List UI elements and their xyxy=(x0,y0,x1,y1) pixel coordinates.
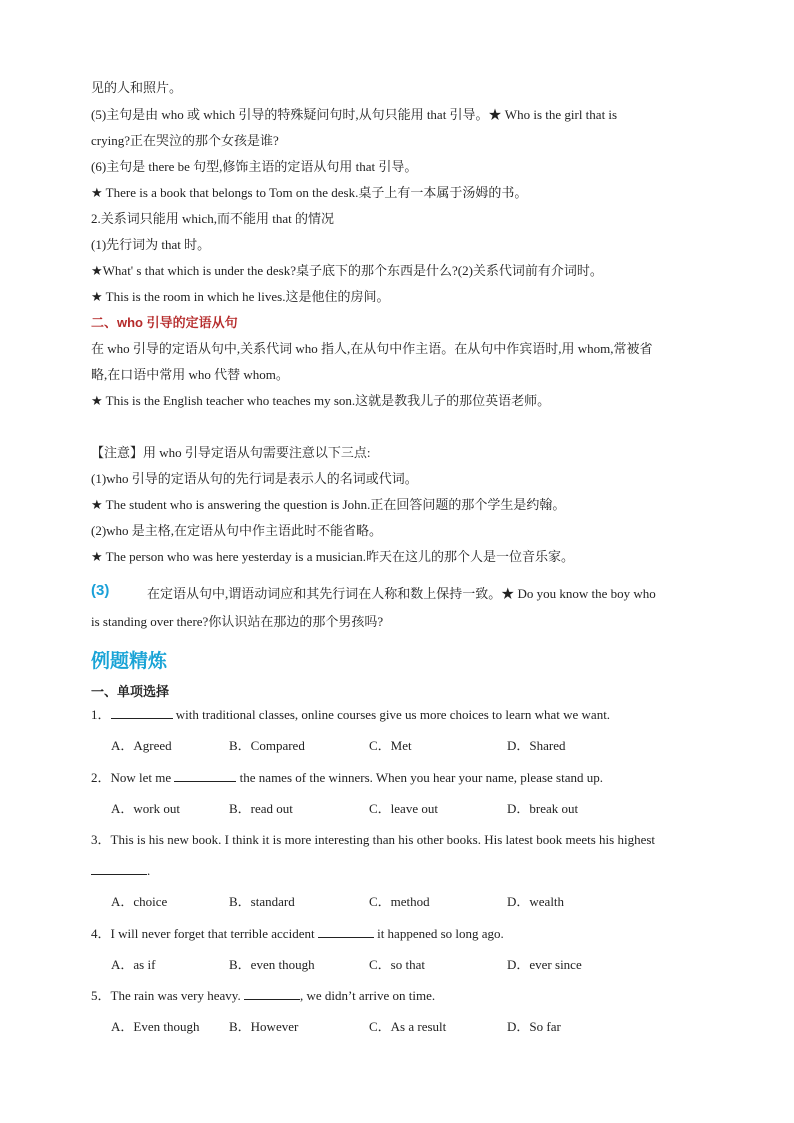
question-5: 5．The rain was very heavy. , we didn’t arrive on time. xyxy=(91,988,436,1003)
option-b[interactable]: B．read out xyxy=(229,801,293,816)
question-2: 2．Now let me the names of the winners. When you hear your name, please stand up. xyxy=(91,770,603,785)
question-5-options xyxy=(111,1017,631,1037)
option-b[interactable]: B．Compared xyxy=(229,738,305,753)
text-line-6: 2.关系词只能用 which,而不能用 that 的情况 xyxy=(91,211,335,226)
note-3-number: (3) xyxy=(91,582,110,599)
text-line-1: 见的人和照片。 xyxy=(91,80,183,95)
option-b[interactable]: B．standard xyxy=(229,894,295,909)
section-heading-who: 二、who 引导的定语从句 xyxy=(91,315,238,330)
note-1: (1)who 引导的定语从句的先行词是表示人的名词或代词。 xyxy=(91,471,418,486)
text-line-2: (5)主句是由 who 或 which 引导的特殊疑问句时,从句只能用 that 引导。★ Who is the girl that is xyxy=(91,107,618,122)
option-d[interactable]: D．break out xyxy=(507,801,579,816)
question-2-options xyxy=(111,799,631,819)
text-line-7: (1)先行词为 that 时。 xyxy=(91,237,211,252)
text-line-3: crying?正在哭泣的那个女孩是谁? xyxy=(91,133,279,148)
answer-blank xyxy=(244,986,300,1000)
text-line-8: ★What' s that which is under the desk?桌子底下的那个东西是什么?(2)关系代词前有介词时。 xyxy=(91,263,603,278)
question-3-options xyxy=(111,892,631,912)
who-para-line-2: 略,在口语中常用 who 代替 whom。 xyxy=(91,367,289,382)
question-number: 3． xyxy=(91,832,111,847)
exercise-subtitle: 一、单项选择 xyxy=(91,684,170,699)
exercise-title: 例题精炼 xyxy=(91,651,168,672)
option-a[interactable]: A．choice xyxy=(111,894,168,909)
note-2: (2)who 是主格,在定语从句中作主语此时不能省略。 xyxy=(91,523,383,538)
note-3-line-1: 在定语从句中,谓语动词应和其先行词在人称和数上保持一致。★ Do you know the boy who xyxy=(147,586,656,601)
question-number: 5． xyxy=(91,988,111,1003)
answer-blank xyxy=(91,861,147,875)
option-a[interactable]: A．work out xyxy=(111,801,180,816)
option-c[interactable]: C．leave out xyxy=(369,801,438,816)
option-c[interactable]: C．Met xyxy=(369,738,412,753)
note-3-line-2: is standing over there?你认识站在那边的那个男孩吗? xyxy=(91,614,384,629)
option-d[interactable]: D．ever since xyxy=(507,957,582,972)
note-2-example: ★ The person who was here yesterday is a musician.昨天在这儿的那个人是一位音乐家。 xyxy=(91,549,574,564)
option-a[interactable]: A．Even though xyxy=(111,1019,200,1034)
text-line-4: (6)主句是 there be 句型,修饰主语的定语从句用 that 引导。 xyxy=(91,159,418,174)
question-number: 1． xyxy=(91,707,111,722)
option-b[interactable]: B．However xyxy=(229,1019,299,1034)
question-3: 3．This is his new book. I think it is more interesting than his other books. His latest book meets his highest xyxy=(91,832,656,847)
who-example: ★ This is the English teacher who teaches my son.这就是教我儿子的那位英语老师。 xyxy=(91,393,551,408)
option-c[interactable]: C．As a result xyxy=(369,1019,447,1034)
question-number: 2． xyxy=(91,770,111,785)
note-1-example: ★ The student who is answering the question is John.正在回答问题的那个学生是约翰。 xyxy=(91,497,566,512)
question-number: 4． xyxy=(91,926,111,941)
question-1-options xyxy=(111,736,631,756)
option-a[interactable]: A．Agreed xyxy=(111,738,172,753)
note-heading: 【注意】用 who 引导定语从句需要注意以下三点: xyxy=(91,445,371,460)
answer-blank xyxy=(111,705,173,719)
who-para-line-1: 在 who 引导的定语从句中,关系代词 who 指人,在从句中作主语。在从句中作宾语时,用 whom,常被省 xyxy=(91,341,653,356)
option-d[interactable]: D．wealth xyxy=(507,894,565,909)
question-4-options xyxy=(111,955,631,975)
option-c[interactable]: C．method xyxy=(369,894,430,909)
answer-blank xyxy=(174,768,236,782)
text-line-9: ★ This is the room in which he lives.这是他住的房间。 xyxy=(91,289,390,304)
question-4: 4．I will never forget that terrible accident it happened so long ago. xyxy=(91,926,504,941)
answer-blank xyxy=(318,924,374,938)
option-d[interactable]: D．Shared xyxy=(507,738,566,753)
option-a[interactable]: A．as if xyxy=(111,957,156,972)
option-b[interactable]: B．even though xyxy=(229,957,315,972)
text-line-5: ★ There is a book that belongs to Tom on the desk.桌子上有一本属于汤姆的书。 xyxy=(91,185,528,200)
option-d[interactable]: D．So far xyxy=(507,1019,561,1034)
question-1: 1． with traditional classes, online courses give us more choices to learn what we want. xyxy=(91,707,611,722)
option-c[interactable]: C．so that xyxy=(369,957,425,972)
question-3-line-2: . xyxy=(91,861,150,881)
